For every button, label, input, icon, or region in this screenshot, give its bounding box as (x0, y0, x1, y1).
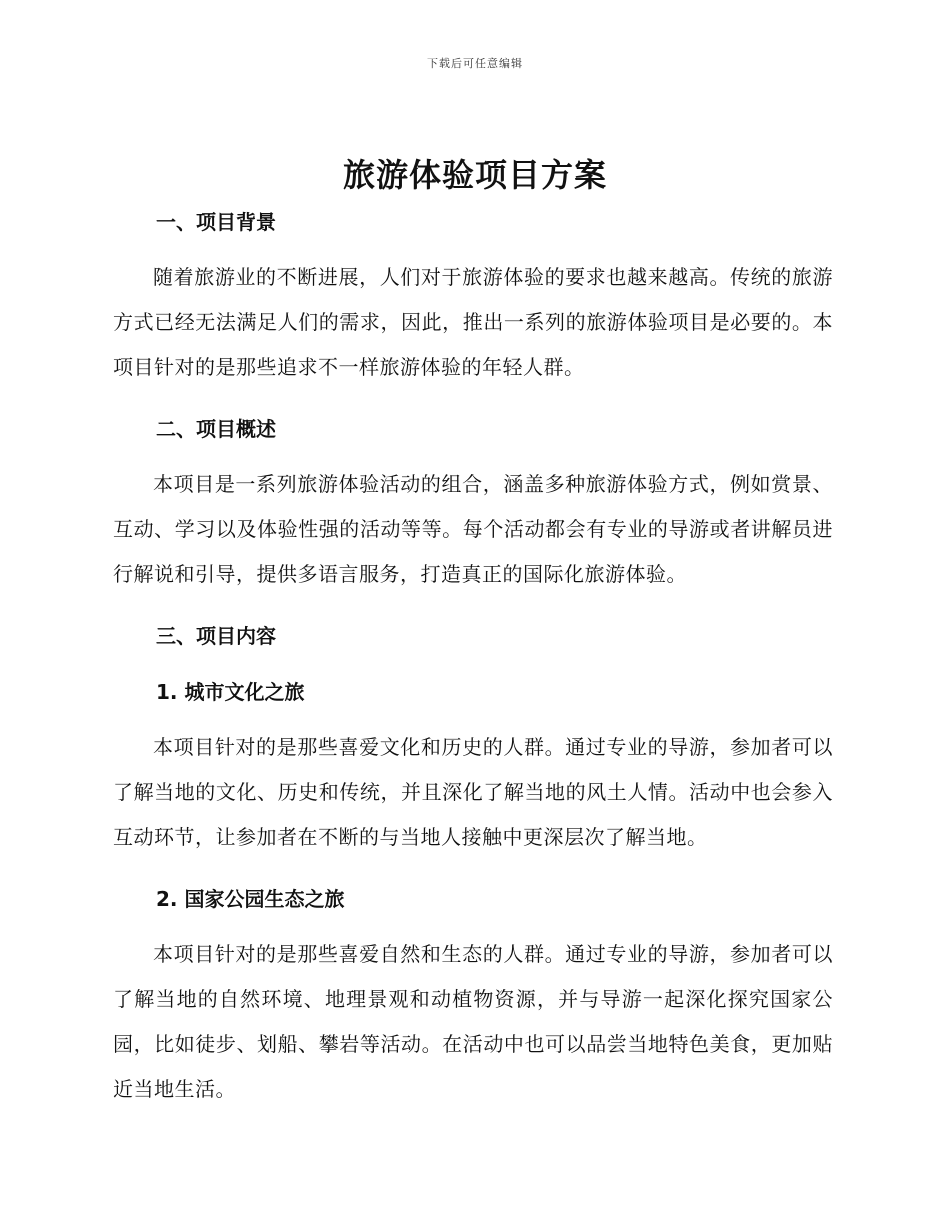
section-heading-content: 三、项目内容 (156, 624, 276, 648)
subsection-heading-national-park: 2. 国家公园生态之旅 (156, 887, 345, 911)
section-paragraph-background: 随着旅游业的不断进展，人们对于旅游体验的要求也越来越高。传统的旅游方式已经无法满足人们的需求，因此，推出一系列的旅游体验项目是必要的。本项目针对的是那些追求不一样旅游体验的年轻人群。 (113, 265, 833, 379)
section-paragraph-overview: 本项目是一系列旅游体验活动的组合，涵盖多种旅游体验方式，例如赏景、互动、学习以及体验性强的活动等等。每个活动都会有专业的导游或者讲解员进行解说和引导，提供多语言服务，打造真正的国际化旅游体验。 (113, 472, 833, 586)
section-heading-overview: 二、项目概述 (156, 417, 276, 441)
header-note: 下载后可任意编辑 (427, 57, 523, 70)
document-title: 旅游体验项目方案 (342, 156, 607, 194)
subsection-paragraph-city-culture: 本项目针对的是那些喜爱文化和历史的人群。通过专业的导游，参加者可以了解当地的文化、历史和传统，并且深化了解当地的风土人情。活动中也会参入互动环节，让参加者在不断的与当地人接触中更深层次了解当地。 (113, 735, 833, 849)
section-heading-background: 一、项目背景 (156, 210, 276, 234)
subsection-paragraph-national-park: 本项目针对的是那些喜爱自然和生态的人群。通过专业的导游，参加者可以了解当地的自然环境、地理景观和动植物资源，并与导游一起深化探究国家公园，比如徒步、划船、攀岩等活动。在活动中也可以品尝当地特色美食，更加贴近当地生活。 (113, 942, 833, 1101)
document-body (113, 205, 833, 1112)
subsection-heading-city-culture: 1. 城市文化之旅 (156, 680, 305, 704)
